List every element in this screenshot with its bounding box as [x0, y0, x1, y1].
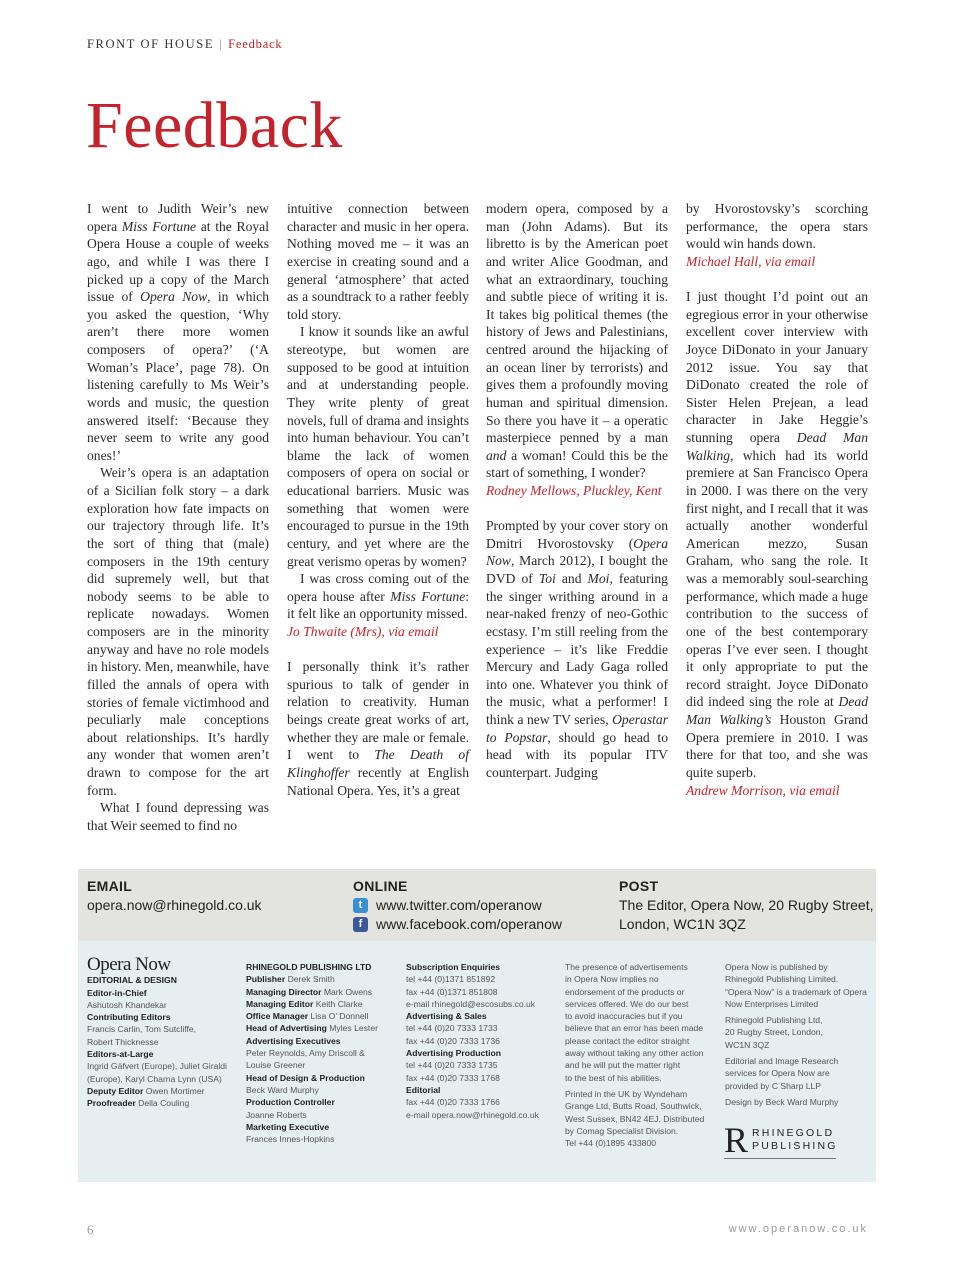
credits-editorial: [87, 954, 247, 1110]
credit-line: [725, 1014, 885, 1026]
text-run: I went to Judith Weir’s new opera: [87, 201, 269, 234]
credit-text: please contact the editor straight: [565, 1035, 690, 1046]
text-run: I was cross coming out of the opera house after: [287, 571, 469, 604]
subsection-label: Feedback: [228, 37, 283, 51]
credit-line: [406, 1109, 566, 1121]
credit-text: and he will put the matter right: [565, 1060, 681, 1071]
credit-line: [565, 1010, 725, 1022]
credit-text: Opera Now is published by: [725, 962, 828, 972]
credit-line: [725, 973, 885, 985]
credit-line: [246, 1059, 406, 1071]
credit-line: [246, 973, 406, 985]
credit-text: The presence of advertisements: [565, 962, 688, 972]
credit-line: [725, 1067, 885, 1079]
twitter-icon: t: [353, 898, 368, 913]
text-run: at the Royal Opera House a couple of weeks ago, and while I was there I picked up a copy of the March issue of: [87, 218, 269, 305]
page-number: 6: [87, 1222, 94, 1237]
credit-text: 20 Rugby Street, London,: [725, 1027, 823, 1038]
credit-line: [565, 1022, 725, 1034]
credit-line: [87, 1085, 247, 1097]
text-run: Prompted by your cover story on Dmitri Hvorostovsky (: [486, 518, 668, 551]
credit-line: [565, 1035, 725, 1047]
credit-line: [725, 1055, 885, 1067]
letter-paragraph: [486, 517, 668, 781]
credit-line: [87, 1036, 247, 1048]
credit-line: [725, 1080, 885, 1092]
credit-line: [87, 1097, 247, 1109]
rhinegold-logo-mark: R: [724, 1120, 749, 1160]
credit-line: [565, 1059, 725, 1071]
credits-disclaimer: [565, 961, 725, 1149]
credit-line: [246, 1010, 406, 1022]
credit-heading: Contributing Editors: [87, 1012, 171, 1023]
credit-line: [87, 999, 247, 1011]
credit-heading: Advertising & Sales: [406, 1011, 487, 1022]
online-heading: ONLINE: [353, 878, 408, 894]
credit-text: Rhinegold Publishing Ltd,: [725, 1015, 823, 1026]
contact-online: [353, 877, 562, 934]
credits-publishing: [246, 961, 406, 1145]
credit-line: [565, 961, 725, 973]
italic-title: Opera Now: [486, 535, 668, 569]
credit-line: [246, 1035, 406, 1047]
credit-line: [246, 1084, 406, 1096]
credit-line: [725, 1026, 885, 1038]
italic-title: and: [486, 447, 507, 463]
footer-url[interactable]: www.operanow.co.uk: [728, 1223, 868, 1235]
text-run: and: [555, 571, 588, 587]
credit-line: [565, 998, 725, 1010]
text-run: recently at English National Opera. Yes, it’s a great: [287, 764, 469, 798]
credit-heading: Production Controller: [246, 1097, 335, 1108]
credit-line: [725, 961, 885, 973]
credit-line: [246, 961, 406, 973]
facebook-icon: f: [353, 917, 368, 932]
text-run: Rodney Mellows, Pluckley, Kent: [486, 483, 662, 498]
credit-line: [565, 1047, 725, 1059]
text-run: , should go head to head with its popular ITV counterpart. Judging: [486, 729, 668, 780]
italic-title: Dead Man Walking: [686, 430, 868, 463]
credit-name: Mark Owens: [323, 986, 373, 997]
facebook-link[interactable]: www.facebook.com/operanow: [376, 916, 562, 932]
credit-text: away without taking any other action: [565, 1048, 704, 1059]
credit-line: [406, 973, 566, 985]
credit-line: [406, 1084, 566, 1096]
contact-post: [619, 877, 873, 934]
credit-text: believe that an error has been made: [565, 1023, 704, 1034]
credit-text: “Opera Now” is a trademark of Opera: [725, 986, 867, 997]
contact-email: [87, 877, 262, 915]
credit-line: [246, 998, 406, 1010]
text-column-1: [87, 200, 269, 835]
text-run: Houston Grand Opera premiere in 2010. I was there for that too, and she was quite superb.: [686, 712, 868, 780]
credit-text: e-mail opera.now@rhinegold.co.uk: [406, 1109, 539, 1120]
letter-paragraph: [686, 200, 868, 253]
credit-text: fax +44 (0)20 7333 1768: [406, 1072, 500, 1083]
credit-text: tel +44 (0)1371 851892: [406, 974, 496, 985]
section-label: FRONT OF HOUSE: [87, 37, 215, 51]
credit-name: Owen Mortimer: [145, 1085, 205, 1096]
credit-heading: Advertising Production: [406, 1048, 502, 1059]
credit-role: Proofreader: [87, 1098, 136, 1109]
credit-line: [565, 1072, 725, 1084]
credit-text: by Comag Specialist Division.: [565, 1125, 679, 1136]
credit-text: Rhinegold Publishing Limited.: [725, 974, 839, 985]
credit-name: Myles Lester: [329, 1023, 378, 1034]
credit-text: Beck Ward Murphy: [246, 1084, 319, 1095]
text-run: : it felt like an opportunity missed.: [287, 588, 470, 622]
credit-text: tel +44 (0)20 7333 1735: [406, 1060, 498, 1071]
italic-title: Operastar to Popstar: [486, 712, 668, 745]
credit-heading: Editor-in-Chief: [87, 987, 147, 998]
credit-line: [565, 1137, 725, 1149]
credit-heading: Editors-at-Large: [87, 1049, 154, 1060]
credit-text: fax +44 (0)20 7333 1766: [406, 1097, 500, 1108]
credit-heading: EDITORIAL & DESIGN: [87, 975, 177, 986]
credit-text: Ashutosh Khandekar: [87, 999, 167, 1010]
credit-line: [246, 1109, 406, 1121]
credit-text: Robert Thicknesse: [87, 1036, 159, 1047]
email-heading: EMAIL: [87, 878, 133, 894]
credit-line: [406, 1022, 566, 1034]
credit-text: services offered. We do our best: [565, 998, 689, 1009]
credit-role: Office Manager: [246, 1011, 309, 1022]
post-heading: POST: [619, 878, 659, 894]
credit-line: [406, 1035, 566, 1047]
credit-line: [565, 1113, 725, 1125]
credit-text: provided by C Sharp LLP: [725, 1080, 822, 1091]
credit-text: e-mail rhinegold@escosubs.co.uk: [406, 998, 536, 1009]
letter-paragraph: [486, 200, 668, 482]
italic-title: Toi: [538, 571, 556, 587]
text-run: Andrew Morrison, via email: [686, 782, 840, 798]
credit-role: Managing Editor: [246, 998, 314, 1009]
credit-heading: Editorial: [406, 1084, 441, 1095]
text-run: I know it sounds like an awful stereotype, but women are supposed to be good at intuition and at understanding people. They write plenty of great novels, full of drama and insights into human behaviour. You can’t blame the lack of women composers of opera on social or educational barriers. Music was something that women were encouraged to pursue in the 19th century, and yet where are the great verismo operas by women?: [287, 324, 469, 569]
credit-role: Managing Director: [246, 986, 322, 997]
twitter-link[interactable]: www.twitter.com/operanow: [376, 897, 542, 913]
letter-paragraph: [287, 323, 469, 570]
credit-line: [565, 986, 725, 998]
credit-line: [725, 1039, 885, 1051]
rhinegold-logo-line-1: RHINEGOLD: [752, 1127, 835, 1139]
credit-line: [406, 1059, 566, 1071]
credit-text: fax +44 (0)20 7333 1736: [406, 1035, 500, 1046]
credit-line: [406, 998, 566, 1010]
credit-text: Design by Beck Ward Murphy: [725, 1096, 839, 1107]
credit-text: Now Enterprises Limited: [725, 998, 819, 1009]
credit-line: [246, 1022, 406, 1034]
credits-panel: [78, 941, 876, 1182]
credit-text: Peter Reynolds, Amy Driscoll &: [246, 1048, 365, 1059]
letter-signature: [486, 482, 668, 500]
credit-line: [87, 974, 247, 986]
credits-publisher-info: [725, 961, 885, 1108]
rhinegold-publishing-logo: [724, 1120, 838, 1160]
credit-line: [87, 1011, 247, 1023]
letter-signature: [686, 782, 868, 800]
credit-heading: Marketing Executive: [246, 1121, 330, 1132]
credit-line: [246, 1072, 406, 1084]
credit-line: [406, 961, 566, 973]
text-run: I just thought I’d point out an egregious error in your otherwise excellent cover interview with Joyce DiDonato in your January 2012 issue. You say that DiDonato created the role of Sister Helen Prejean, a lead character in Jake Heggie’s stunning opera: [686, 289, 868, 446]
credit-line: [565, 1100, 725, 1112]
letter-paragraph: [287, 200, 469, 323]
credit-text: fax +44 (0)1371 851808: [406, 986, 498, 997]
credit-line: [246, 986, 406, 998]
credit-line: [87, 1048, 247, 1060]
credit-text: Louise Greener: [246, 1060, 306, 1071]
credit-text: Tel +44 (0)1895 433800: [565, 1138, 657, 1149]
credits-contacts: [406, 961, 566, 1121]
text-run: What I found depressing was that Weir seemed to find no: [87, 800, 269, 833]
italic-title: Miss Fortune: [121, 218, 197, 234]
credit-role: Head of Advertising: [246, 1023, 327, 1034]
credit-text: (Europe), Karyl Charna Lynn (USA): [87, 1073, 222, 1084]
text-run: , March 2012), I bought the DVD of: [486, 553, 668, 587]
credit-line: [87, 1060, 247, 1072]
text-run: a woman! Could this be the start of something, I wonder?: [486, 447, 668, 481]
letter-paragraph: [87, 799, 269, 834]
credit-line: [725, 1096, 885, 1108]
post-address-line-1: The Editor, Opera Now, 20 Rugby Street,: [619, 897, 874, 913]
credit-line: [406, 1072, 566, 1084]
italic-title: Miss Fortune: [390, 588, 466, 604]
credit-text: in Opera Now implies no: [565, 974, 659, 985]
text-run: modern opera, composed by a man (John Adams). But its libretto is by the American poet and writer Alice Goodman, and what an extraordinary, touching and subtle piece of writing it is. It takes big political themes (the history of Jews and Palestinians, centred around the hijacking of an ocean liner by terrorists) and gives them a profoundly moving human and spiritual dimension. So there you have it – a operatic masterpiece penned by a man: [486, 201, 668, 446]
text-column-3: [486, 200, 668, 782]
credit-text: Frances Innes-Hopkins: [246, 1134, 335, 1145]
credit-text: to avoid inaccuracies but if you: [565, 1011, 683, 1022]
letter-signature: [686, 253, 868, 271]
text-run: , which had its world premiere at San Francisco Opera in 2000. I was there on the very first night, and I recall that it was actually another wonderful American mezzo, Susan Graham, who sang the role. It was a memorably soul-searching performance, which made a huge contribution to the success of one of the best contemporary operas I’ve ever seen. I thought it only appropriate to put the record straight. Joyce DiDonato did indeed sing the role at: [686, 447, 868, 710]
credit-text: Joanne Roberts: [246, 1109, 307, 1120]
credit-text: Ingrid Gäfvert (Europe), Juliet Giraldi: [87, 1061, 227, 1072]
credit-text: Francis Carlin, Tom Sutcliffe,: [87, 1024, 197, 1035]
credit-line: [246, 1133, 406, 1145]
credit-line: [406, 1010, 566, 1022]
letter-paragraph: [287, 658, 469, 799]
credit-line: [565, 973, 725, 985]
text-column-2: [287, 200, 469, 799]
credit-line: [246, 1047, 406, 1059]
credit-line: [406, 1096, 566, 1108]
credit-text: Editorial and Image Research: [725, 1056, 839, 1067]
rhinegold-logo-line-2: PUBLISHING: [752, 1140, 838, 1152]
post-address-line-2: London, WC1N 3QZ: [619, 916, 746, 932]
credit-name: Derek Smith: [287, 974, 335, 985]
credit-line: [725, 998, 885, 1010]
credit-line: [87, 1073, 247, 1085]
page-title: Feedback: [86, 89, 343, 162]
credit-text: Printed in the UK by Wyndeham: [565, 1088, 688, 1099]
text-run: Michael Hall, via email: [686, 253, 816, 269]
email-address[interactable]: opera.now@rhinegold.co.uk: [87, 897, 262, 913]
text-run: intuitive connection between character and music in her opera. Nothing moved me – it was an exercise in creating sound and a general ‘atmosphere’ that acted as a soundtrack to a rather feebly told story.: [287, 201, 469, 322]
italic-title: Dead Man Walking’s: [686, 694, 868, 728]
credit-heading: RHINEGOLD PUBLISHING LTD: [246, 962, 372, 972]
credit-line: [87, 1023, 247, 1035]
credit-line: [725, 986, 885, 998]
text-column-4: [686, 200, 868, 799]
letter-paragraph: [87, 200, 269, 464]
letter-paragraph: [87, 464, 269, 799]
credit-name: Keith Clarke: [315, 998, 363, 1009]
italic-title: Opera Now: [140, 289, 208, 305]
credit-role: Publisher: [246, 974, 286, 985]
credit-role: Deputy Editor: [87, 1085, 144, 1096]
credit-text: endorsement of the products or: [565, 986, 685, 997]
italic-title: Moi: [587, 571, 610, 587]
contact-panel: [78, 869, 876, 941]
letter-paragraph: [686, 288, 868, 782]
credit-text: West Sussex, BN42 4EJ. Distributed: [565, 1113, 705, 1124]
letter-paragraph: [287, 570, 469, 623]
running-header: [87, 37, 282, 52]
credit-text: WC1N 3QZ: [725, 1039, 770, 1050]
credit-text: tel +44 (0)20 7333 1733: [406, 1023, 498, 1034]
credit-text: Grange Ltd, Butts Road, Southwick,: [565, 1101, 702, 1112]
text-run: Jo Thwaite (Mrs), via email: [287, 624, 439, 639]
text-run: by Hvorostovsky’s scorching performance, the opera stars would win hands down.: [686, 201, 868, 252]
credit-line: [246, 1096, 406, 1108]
opera-now-logo: Opera Now: [87, 954, 171, 975]
credit-line: [406, 986, 566, 998]
credit-line: [565, 1125, 725, 1137]
credit-heading: Subscription Enquiries: [406, 962, 501, 972]
credit-name: Lisa O’ Donnell: [310, 1011, 369, 1022]
credit-line: [406, 1047, 566, 1059]
credit-text: to the best of his abilities.: [565, 1072, 662, 1083]
credit-heading: Advertising Executives: [246, 1035, 341, 1046]
credit-name: Della Couling: [138, 1098, 190, 1109]
text-run: , in which you asked the question, ‘Why aren’t there more women composers of opera?’ (‘A Woman’s Place’, page 78). On listening carefully to Ms Weir’s words and music, the question answered itself: ‘Because they never seem to write any good ones!’: [87, 289, 269, 463]
text-run: , featuring the singer writhing around in a near-naked frenzy of neo-Gothic ecstasy. I’m still reeling from the experience – it’s like Freddie Mercury and Lady Gaga rolled into one. Whatever you think of the music, what a performer! I think a new TV series,: [486, 571, 668, 728]
letter-signature: [287, 623, 469, 641]
credit-line: [565, 1088, 725, 1100]
text-run: I personally think it’s rather spurious to talk of gender in relation to creativity. Human beings create great works of art, whether they are male or female. I went to: [287, 659, 469, 763]
text-run: Weir’s opera is an adaptation of a Sicilian folk story – a dark exploration how fate impacts on our trajectory through life. It’s the sort of thing that (male) composers in the 19th century did supremely well, but that nobody seems to be able to replicate nowadays. Women composers are in the minority anyway and have no role models in history. Men, meanwhile, have filled the annals of opera with stories of female victimhood and peculiarly male conceptions about relationships. It’s hardly any wonder that women aren’t drawn to compose for the art form.: [87, 465, 269, 798]
credit-line: [87, 987, 247, 999]
credit-heading: Head of Design & Production: [246, 1072, 365, 1083]
header-separator: |: [219, 37, 224, 51]
italic-title: The Death of Klinghoffer: [287, 747, 469, 780]
credit-line: [246, 1121, 406, 1133]
credit-text: services for Opera Now are: [725, 1068, 830, 1079]
